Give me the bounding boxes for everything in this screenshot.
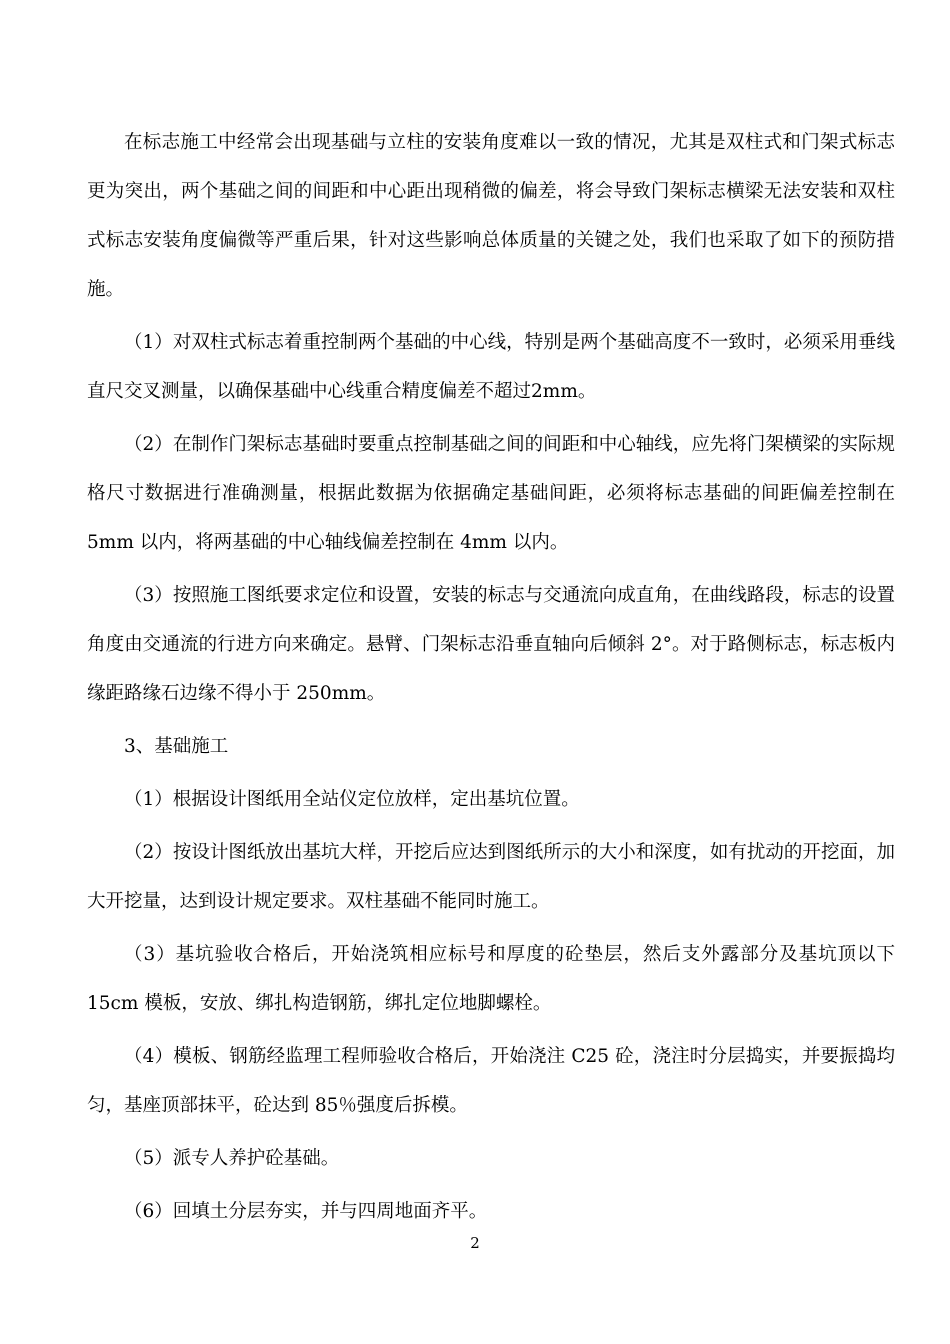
step-paragraph-2: （2）按设计图纸放出基坑大样，开挖后应达到图纸所示的大小和深度，如有扰动的开挖面，加大开挖量，达到设计规定要求。双柱基础不能同时施工。	[87, 842, 895, 912]
step-paragraph-3: （3）基坑验收合格后，开始浇筑相应标号和厚度的砼垫层，然后支外露部分及基坑顶以下 15cm 模板，安放、绑扎构造钢筋，绑扎定位地脚螺栓。	[87, 944, 895, 1014]
document-body	[87, 118, 895, 1236]
step-paragraph-6: （6）回填土分层夯实，并与四周地面齐平。	[124, 1201, 488, 1222]
section-heading: 3、基础施工	[124, 736, 229, 757]
intro-paragraph: 在标志施工中经常会出现基础与立柱的安装角度难以一致的情况，尤其是双柱式和门架式标志更为突出，两个基础之间的间距和中心距出现稍微的偏差，将会导致门架标志横梁无法安装和双柱式标志安装角度偏微等严重后果，针对这些影响总体质量的关键之处，我们也采取了如下的预防措施。	[87, 132, 895, 300]
measure-paragraph-1: （1）对双柱式标志着重控制两个基础的中心线，特别是两个基础高度不一致时，必须采用垂线直尺交叉测量，以确保基础中心线重合精度偏差不超过2mm。	[87, 332, 895, 402]
step-paragraph-4: （4）模板、钢筋经监理工程师验收合格后，开始浇注 C25 砼，浇注时分层捣实，并要振捣均匀，基座顶部抹平，砼达到 85％强度后拆模。	[87, 1046, 895, 1116]
page-number: 2	[470, 1234, 480, 1252]
step-paragraph-5: （5）派专人养护砼基础。	[124, 1148, 340, 1169]
step-paragraph-1: （1）根据设计图纸用全站仪定位放样，定出基坑位置。	[124, 789, 580, 810]
measure-paragraph-3: （3）按照施工图纸要求定位和设置，安装的标志与交通流向成直角，在曲线路段，标志的设置角度由交通流的行进方向来确定。悬臂、门架标志沿垂直轴向后倾斜 2°。对于路侧标志，标志板内缘距路缘石边缘不得小于 250mm。	[87, 585, 895, 704]
measure-paragraph-2: （2）在制作门架标志基础时要重点控制基础之间的间距和中心轴线，应先将门架横梁的实际规格尺寸数据进行准确测量，根据此数据为依据确定基础间距，必须将标志基础的间距偏差控制在 5mm 以内，将两基础的中心轴线偏差控制在 4mm 以内。	[87, 434, 895, 553]
